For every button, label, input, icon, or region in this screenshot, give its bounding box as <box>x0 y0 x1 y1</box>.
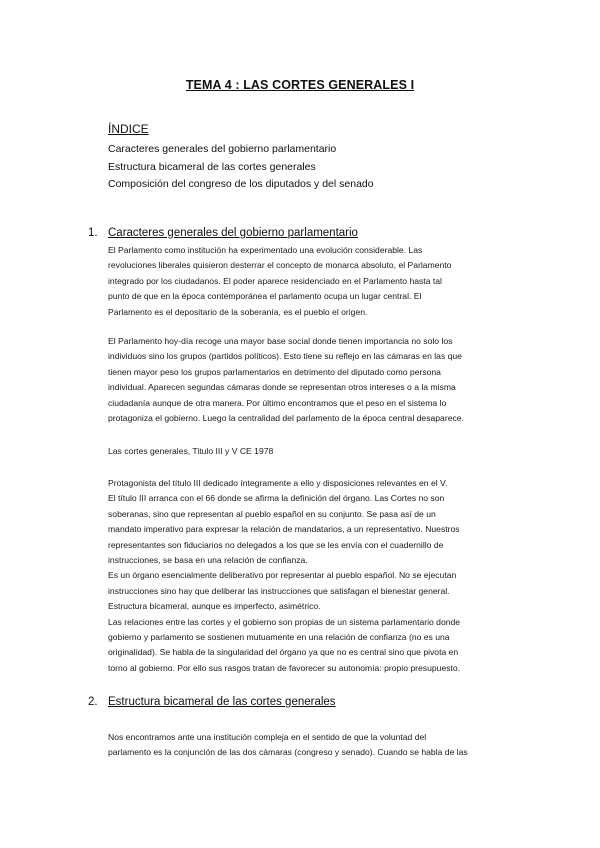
text-line: El Parlamento como institución ha experimentado una evolución considerable. Las <box>108 245 423 255</box>
text-line: ciudadanía aunque de otra manera. Por último encontramos que el peso en el sistema lo <box>108 397 447 408</box>
text-line: Estructura bicameral, aunque es imperfecto, asimétrico. <box>108 601 321 612</box>
text-line: Protagonista del título III dedicado íntegramente a ello y disposiciones relevantes en el V. <box>108 478 448 488</box>
index-item: Caracteres generales del gobierno parlamentario <box>108 143 337 155</box>
text-line: originalidad). Se habla de la singularidad del órgano ya que no es central sino que pivota en <box>108 647 459 658</box>
page-title: TEMA 4 : LAS CORTES GENERALES I <box>185 78 415 92</box>
text-line: instrucciones sino hay que deliberar las instrucciones que satisfagan el bienestar general. <box>108 585 450 596</box>
text-line: Es un órgano esencialmente deliberativo por representar al pueblo español. No se ejecutan <box>108 570 457 581</box>
text-line: gobierno y parlamento se sostienen mutuamente en una relación de confianza (no es una <box>108 632 450 643</box>
section-title: Caracteres generales del gobierno parlamentario <box>108 227 358 239</box>
index-heading: ÍNDICE <box>108 122 149 136</box>
section-2-paragraph-1 <box>108 730 528 761</box>
text-line: El Parlamento hoy-día recoge una mayor base social donde tienen importancia no solo los <box>108 336 453 346</box>
text-line: mandato imperativo para expresar la relación de mandatarios, a un representativo. Nuestros <box>108 524 460 535</box>
text-line: protagoniza el gobierno. Luego la centralidad del parlamento de la época central desaparece. <box>108 413 464 424</box>
index-list <box>108 141 374 194</box>
section-1-paragraph-2 <box>108 334 528 426</box>
index-item: Estructura bicameral de las cortes generales <box>108 160 316 173</box>
text-line: torno al gobierno. Por ello sus rasgos tratan de favorecer su autonomía: propio presupuesto. <box>108 662 461 673</box>
section-1-paragraph-3 <box>108 444 528 459</box>
section-heading-2 <box>88 696 336 708</box>
section-1-paragraph-1 <box>108 243 528 320</box>
text-line: revoluciones liberales quisieron desterrar el concepto de monarca absoluto, el Parlamento <box>108 260 452 271</box>
text-line: individuos sino los grupos (partidos políticos). Esto tiene su reflejo en las cámaras en las que <box>108 351 462 362</box>
text-line: punto de que en la época contemporánea el parlamento ocupa un lugar central. El <box>108 291 422 302</box>
text-line: tienen mayor peso los grupos parlamentarios en detrimento del diputado como persona <box>108 366 441 377</box>
text-line: Nos encontramos ante una institución compleja en el sentido de que la voluntad del <box>108 732 427 742</box>
text-line: Las cortes generales, Titulo III y V CE 1978 <box>108 446 274 456</box>
section-number: 1. <box>88 227 98 239</box>
section-heading-1 <box>88 227 358 239</box>
section-title: Estructura bicameral de las cortes generales <box>108 696 336 708</box>
text-line: integrado por los ciudadanos. El poder aparece residenciado en el Parlamento hasta tal <box>108 275 442 286</box>
text-line: soberanas, sino que representan al pueblo español en su conjunto. Se pasa así de un <box>108 508 436 519</box>
text-line: Parlamento es el depositario de la soberanía, es el pueblo el origen. <box>108 306 368 317</box>
text-line: individual. Aparecen segundas cámaras donde se representan otros intereses o a la misma <box>108 382 456 393</box>
text-line: El título III arranca con el 66 donde se afirma la definición del órgano. Las Cortes no son <box>108 493 445 504</box>
index-item: Composición del congreso de los diputados y del senado <box>108 178 374 190</box>
text-line: instrucciones, se basa en una relación de confianza. <box>108 555 308 566</box>
section-number: 2. <box>88 696 98 708</box>
text-line: parlamento es la conjunción de las dos cámaras (congreso y senado). Cuando se habla de las <box>108 747 468 758</box>
text-line: representantes son fiduciarios no delegados a los que se les envía con el cuadernillo de <box>108 539 444 550</box>
text-line: Las relaciones entre las cortes y el gobierno son propias de un sistema parlamentario donde <box>108 616 461 627</box>
section-1-paragraph-4 <box>108 476 528 676</box>
